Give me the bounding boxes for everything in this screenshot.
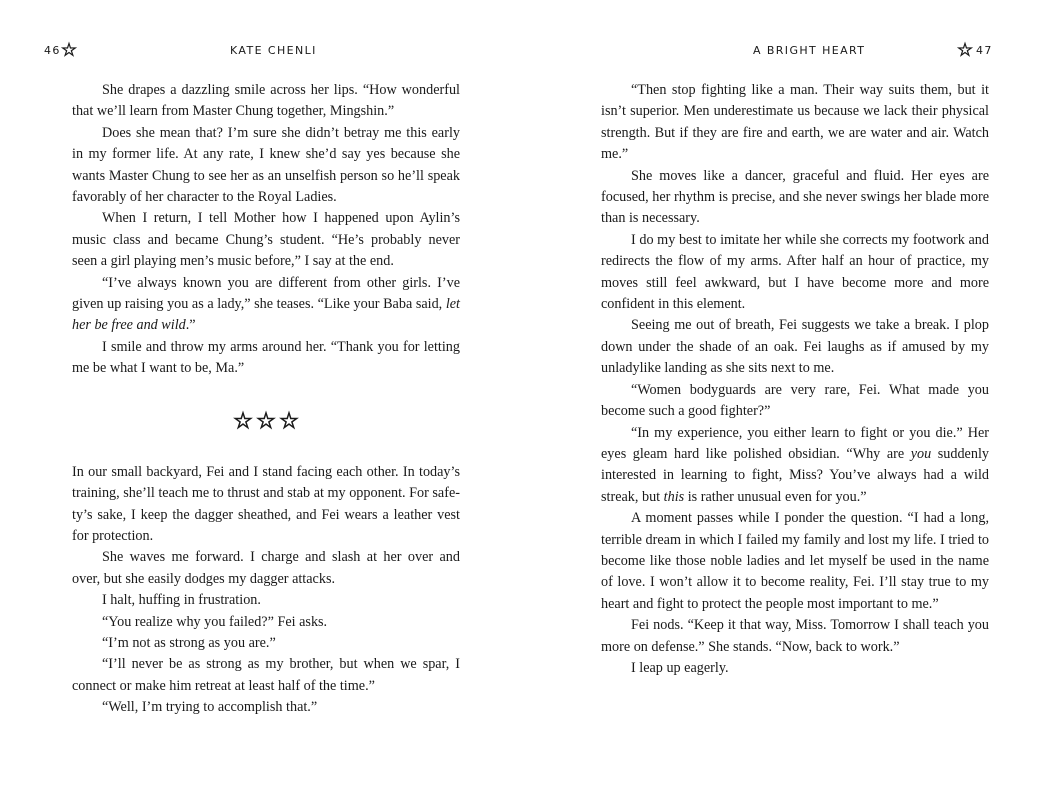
- page-number: 46: [44, 44, 61, 57]
- text-run: “You realize why you failed?” Fei asks.: [102, 613, 328, 630]
- paragraph: [72, 80, 460, 123]
- paragraph: [72, 208, 460, 272]
- paragraph: [601, 423, 989, 509]
- paragraph: [601, 166, 989, 230]
- text-run: “Women bodyguards are very rare, Fei. What made you become such a good fighter?”: [601, 381, 989, 420]
- text-run: Fei nods. “Keep it that way, Miss. Tomorrow I shall teach you more on defense.” She stands. “Now, back to work.”: [601, 617, 989, 655]
- star-ornament-icon: [956, 41, 974, 59]
- text-run: is rather unusual even for you.”: [684, 488, 867, 505]
- left-page-body: [72, 80, 460, 719]
- right-page-header: [601, 40, 993, 62]
- text-run: She moves like a dancer, graceful and fluid. Her eyes are focused, her rhythm is precise, and she never swings her blade more than is necessary.: [601, 167, 989, 227]
- paragraph: [601, 615, 989, 658]
- paragraph: [601, 380, 989, 423]
- text-run: “I’m not as strong as you are.”: [102, 634, 276, 651]
- star-icon: [255, 410, 277, 432]
- text-run: Seeing me out of breath, Fei suggests we take a break. I plop down under the shade of an oak. Fei laughs as if amused by my unladylike landing as she sits next to me.: [601, 317, 989, 377]
- text-run: When I return, I tell Mother how I happened upon Aylin’s music class and became Chung’s student. “He’s probably never seen a girl playing men’s music before,” I say at the end.: [72, 210, 460, 270]
- paragraph: [72, 697, 460, 718]
- paragraph: [72, 612, 460, 633]
- page-number: 47: [976, 44, 993, 57]
- text-run: “Well, I’m trying to accomplish that.”: [102, 699, 318, 716]
- italic-text: this: [663, 488, 685, 505]
- text-run: .”: [185, 317, 196, 334]
- paragraph: [72, 547, 460, 590]
- scene-break: [72, 380, 460, 462]
- text-run: A moment passes while I ponder the question. “I had a long, terrible dream in which I failed my family and lost my life. I tried to become like those noble ladies and let myself be used in the name of love. I won’t allow it to become reality, Fei. I’ll stay true to my heart and fight to protect the people most important to me.”: [601, 510, 989, 612]
- text-run: “Then stop fighting like a man. Their way suits them, but it isn’t superior. Men underestimate us because we lack their physical strength. But if they are fire and earth, we are water and air. Watch me.”: [601, 82, 989, 163]
- right-page: [601, 0, 993, 795]
- text-run: In our small backyard, Fei and I stand facing each other. In today’s training, she’ll teach me to thrust and stab at my opponent. For safety’s sake, I keep the dagger sheathed, and Fei wears a leather vest for protection.: [72, 463, 460, 544]
- paragraph: [72, 462, 460, 548]
- text-run: suddenly interested in learning to fight, Miss? You’ve always had a wild streak, but: [601, 445, 989, 505]
- paragraph: [601, 658, 989, 679]
- paragraph: [72, 654, 460, 697]
- paragraph: [601, 315, 989, 379]
- text-run: She waves me forward. I charge and slash at her over and over, but she easily dodges my dagger attacks.: [72, 549, 460, 587]
- paragraph: [601, 80, 989, 166]
- left-text-after-break: [72, 462, 460, 719]
- left-page-header: [44, 40, 460, 62]
- left-page: [44, 0, 460, 795]
- text-run: I smile and throw my arms around her. “Thank you for letting me be what I want to be, Ma.”: [72, 338, 460, 377]
- paragraph: [72, 590, 460, 611]
- paragraph: [601, 230, 989, 316]
- text-run: She drapes a dazzling smile across her lips. “How wonderful that we’ll learn from Master Chung together, Mingshin.”: [72, 82, 460, 120]
- italic-text: let her be free and wild: [72, 296, 460, 334]
- star-ornament-icon: [60, 41, 78, 59]
- text-run: “I’ll never be as strong as my brother, but when we spar, I connect or make him retreat at least half of the time.”: [72, 656, 460, 694]
- right-page-body: [601, 80, 989, 679]
- paragraph: [72, 337, 460, 380]
- paragraph: [601, 508, 989, 615]
- star-icon: [278, 410, 300, 432]
- paragraph: [72, 123, 460, 209]
- text-run: “I’ve always known you are different from other girls. I’ve given up raising you as a lady,” she teases. “Like your Baba said,: [72, 274, 460, 313]
- text-run: Does she mean that? I’m sure she didn’t betray me this early in my former life. At any rate, I knew she’d say yes because she wants Master Chung to see her as an unselfish person so he’ll speak favorably of her character to the Royal Ladies.: [72, 124, 460, 206]
- paragraph: [72, 273, 460, 337]
- text-run: I leap up eagerly.: [631, 659, 729, 676]
- right-text: [601, 80, 989, 679]
- text-run: “In my experience, you either learn to fight or you die.” Her eyes gleam hard like polished obsidian. “Why are: [601, 424, 989, 462]
- star-icon: [232, 410, 254, 432]
- left-text-before-break: [72, 80, 460, 380]
- paragraph: [72, 633, 460, 654]
- running-head-author: KATE CHENLI: [230, 44, 317, 57]
- text-run: I halt, huffing in frustration.: [102, 592, 261, 609]
- text-run: I do my best to imitate her while she corrects my footwork and redirects the flow of my arms. After half an hour of practice, my moves still feel awkward, but I have become more and more confident in this element.: [601, 231, 989, 313]
- running-head-title: A BRIGHT HEART: [753, 44, 866, 57]
- italic-text: you: [910, 445, 932, 462]
